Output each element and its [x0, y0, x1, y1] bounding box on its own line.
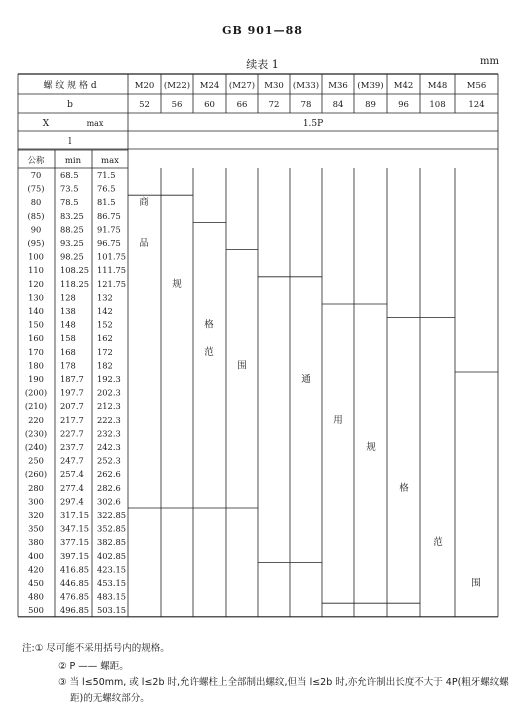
b-value-10: 124 — [468, 100, 485, 110]
b-value-8: 96 — [398, 100, 409, 110]
row-nominal-2: 80 — [30, 197, 42, 208]
row-min-14: 178 — [60, 360, 76, 371]
x-label: X — [42, 119, 50, 129]
b-label: b — [67, 100, 73, 110]
row-nominal-32: 500 — [28, 605, 44, 616]
min-header: min — [64, 156, 82, 166]
row-max-31: 483.15 — [97, 591, 127, 602]
row-min-10: 138 — [60, 306, 76, 316]
row-min-3: 83.25 — [60, 210, 84, 221]
row-min-32: 496.85 — [60, 605, 90, 616]
row-max-2: 81.5 — [97, 197, 116, 208]
row-nominal-14: 180 — [28, 360, 44, 371]
size-9: M48 — [427, 81, 448, 91]
row-min-1: 73.5 — [60, 183, 79, 194]
row-max-16: 202.3 — [97, 387, 121, 398]
row-max-17: 212.3 — [97, 401, 121, 412]
row-min-29: 416.85 — [60, 564, 90, 575]
row-nominal-27: 380 — [28, 537, 44, 548]
row-max-4: 91.75 — [97, 224, 121, 235]
row-nominal-9: 130 — [28, 292, 44, 303]
row-max-6: 101.75 — [97, 251, 127, 262]
row-nominal-29: 420 — [28, 564, 44, 575]
row-nominal-25: 320 — [28, 510, 44, 520]
unit-label: mm — [480, 56, 499, 67]
row-max-27: 382.85 — [97, 537, 127, 548]
row-min-13: 168 — [60, 346, 76, 357]
b-value-1: 56 — [171, 100, 183, 110]
row-nominal-10: 140 — [28, 306, 44, 316]
row-max-13: 172 — [97, 346, 113, 357]
max-header: max — [101, 156, 119, 166]
row-nominal-22: (260) — [24, 469, 48, 480]
note-4: 距)的无螺纹部分。 — [70, 693, 150, 704]
note-1: 注:① 尽可能不采用括号内的规格。 — [22, 643, 170, 654]
row-max-10: 142 — [97, 306, 113, 316]
row-min-17: 207.7 — [60, 401, 84, 412]
row-min-11: 148 — [60, 319, 76, 330]
row-max-14: 182 — [97, 360, 113, 371]
size-2: M24 — [199, 81, 220, 91]
row-nominal-31: 480 — [28, 591, 44, 602]
row-min-15: 187.7 — [60, 374, 84, 384]
row-nominal-8: 120 — [28, 278, 44, 289]
row-min-9: 128 — [60, 292, 76, 303]
x-max-label: max — [86, 119, 104, 128]
l-label: l — [68, 137, 72, 147]
range-char-3: 格 — [204, 319, 214, 331]
note-3: ③ 当 l≤50mm, 或 l≤2b 时,允许螺柱上全部制出螺纹,但当 l≤2b 时,亦允许制出长度不大于 4P(粗牙螺纹螺 — [58, 677, 509, 688]
size-6: M36 — [328, 81, 348, 91]
row-min-5: 93.25 — [60, 238, 84, 248]
row-max-22: 262.6 — [97, 469, 121, 480]
row-min-0: 68.5 — [60, 170, 79, 180]
size-1: (M22) — [163, 81, 191, 91]
range-char-11: 围 — [471, 578, 481, 589]
row-nominal-30: 450 — [28, 578, 44, 588]
row-max-28: 402.85 — [97, 550, 127, 561]
row-nominal-17: (210) — [24, 401, 48, 412]
table-title: 续表 1 — [246, 58, 279, 71]
thread-size-label: 螺 纹 规 格 d — [43, 81, 97, 91]
row-min-18: 217.7 — [60, 414, 84, 425]
row-min-24: 297.4 — [60, 496, 84, 507]
b-value-3: 66 — [236, 100, 248, 110]
range-char-9: 格 — [399, 482, 409, 494]
size-7: (M39) — [357, 81, 384, 91]
row-max-26: 352.85 — [97, 523, 127, 534]
row-max-25: 322.85 — [97, 510, 127, 520]
row-nominal-4: 90 — [30, 224, 42, 235]
row-nominal-24: 300 — [28, 496, 44, 507]
row-max-9: 132 — [97, 292, 113, 303]
row-max-5: 96.75 — [97, 238, 121, 248]
row-nominal-20: (240) — [24, 442, 48, 452]
row-nominal-26: 350 — [28, 523, 44, 534]
row-nominal-13: 170 — [28, 346, 44, 357]
row-nominal-21: 250 — [28, 455, 44, 466]
row-nominal-23: 280 — [28, 482, 44, 493]
x-value: 1.5P — [302, 119, 324, 129]
row-min-28: 397.15 — [60, 550, 90, 561]
size-5: (M33) — [292, 81, 320, 91]
row-min-19: 227.7 — [60, 428, 84, 439]
row-max-24: 302.6 — [97, 496, 121, 507]
row-nominal-12: 160 — [28, 333, 44, 344]
row-min-7: 108.25 — [60, 265, 90, 276]
row-min-4: 88.25 — [60, 224, 84, 235]
row-min-22: 257.4 — [60, 469, 84, 480]
range-char-4: 范 — [204, 346, 214, 358]
row-max-30: 453.15 — [97, 578, 127, 588]
row-min-6: 98.25 — [60, 251, 84, 262]
row-nominal-16: (200) — [24, 387, 48, 398]
b-value-6: 84 — [332, 100, 344, 110]
range-char-10: 范 — [433, 537, 443, 549]
range-char-1: 品 — [139, 238, 149, 249]
row-min-2: 78.5 — [60, 197, 79, 208]
row-min-31: 476.85 — [60, 591, 90, 602]
size-0: M20 — [134, 81, 155, 91]
row-nominal-18: 220 — [28, 414, 44, 425]
row-max-3: 86.75 — [97, 210, 121, 221]
row-nominal-6: 100 — [28, 251, 44, 262]
row-max-15: 192.3 — [97, 374, 121, 384]
size-10: M56 — [466, 81, 487, 91]
row-max-11: 152 — [97, 319, 113, 330]
note-2: ② P —— 螺距。 — [58, 661, 129, 672]
range-char-0: 商 — [139, 197, 149, 209]
size-8: M42 — [393, 81, 414, 91]
row-max-1: 76.5 — [97, 183, 116, 194]
row-nominal-5: (95) — [27, 238, 45, 248]
row-min-25: 317.15 — [60, 510, 90, 520]
row-max-12: 162 — [97, 333, 113, 344]
range-char-5: 围 — [237, 360, 247, 372]
row-max-29: 423.15 — [97, 564, 127, 575]
row-nominal-15: 190 — [28, 374, 44, 384]
nominal-header: 公称 — [27, 156, 45, 166]
row-max-7: 111.75 — [97, 265, 127, 276]
row-nominal-19: (230) — [24, 428, 48, 439]
range-char-2: 规 — [172, 278, 182, 290]
b-value-5: 78 — [300, 100, 312, 110]
standard-number: GB 901—88 — [222, 24, 303, 37]
b-value-0: 52 — [139, 100, 150, 110]
row-nominal-11: 150 — [28, 319, 44, 330]
row-min-21: 247.7 — [60, 455, 84, 466]
row-nominal-1: (75) — [27, 183, 45, 194]
row-nominal-28: 400 — [28, 550, 44, 561]
row-min-27: 377.15 — [60, 537, 90, 548]
row-min-23: 277.4 — [60, 482, 84, 493]
b-value-7: 89 — [365, 100, 376, 110]
range-char-6: 通 — [301, 374, 311, 385]
size-3: (M27) — [228, 81, 256, 91]
row-max-32: 503.15 — [97, 605, 127, 616]
row-min-26: 347.15 — [60, 523, 90, 534]
row-max-19: 232.3 — [97, 428, 121, 439]
row-min-30: 446.85 — [60, 578, 90, 588]
row-max-20: 242.3 — [97, 442, 121, 452]
row-min-8: 118.25 — [60, 278, 90, 289]
b-value-4: 72 — [268, 100, 280, 110]
row-min-12: 158 — [60, 333, 76, 344]
range-char-7: 用 — [333, 414, 343, 426]
row-nominal-3: (85) — [27, 210, 45, 221]
row-max-0: 71.5 — [97, 170, 116, 180]
row-nominal-7: 110 — [28, 265, 44, 276]
b-value-9: 108 — [429, 100, 446, 110]
row-min-16: 197.7 — [60, 387, 84, 398]
row-max-21: 252.3 — [97, 455, 121, 466]
row-max-18: 222.3 — [97, 414, 121, 425]
row-max-8: 121.75 — [97, 278, 127, 289]
row-nominal-0: 70 — [30, 170, 42, 180]
row-max-23: 282.6 — [97, 482, 121, 493]
row-min-20: 237.7 — [60, 442, 84, 452]
range-char-8: 规 — [366, 442, 376, 453]
b-value-2: 60 — [204, 100, 215, 110]
size-4: M30 — [264, 81, 284, 91]
